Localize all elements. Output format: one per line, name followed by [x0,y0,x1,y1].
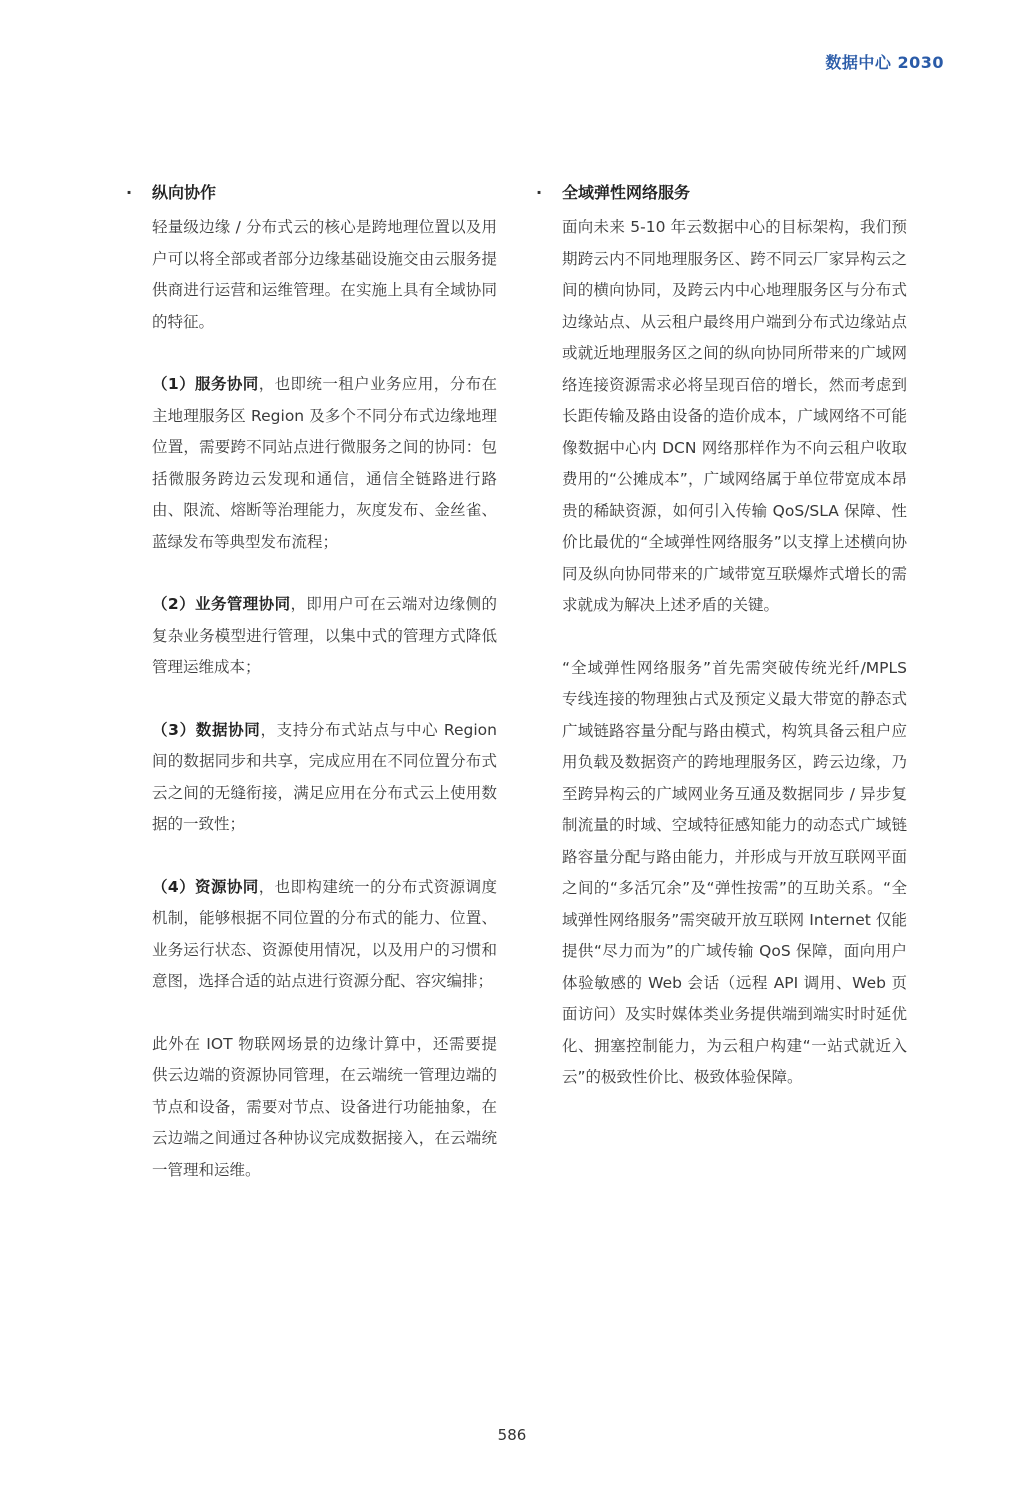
intro-paragraph: 轻量级边缘 / 分布式云的核心是跨地理位置以及用户可以将全部或者部分边缘基础设施交由云服务提供商进行运营和运维管理。在实施上具有全域协同的特征。 [152,218,497,331]
right-column [536,180,907,1125]
item-label: （2）业务管理协同 [152,595,291,613]
header-title: 数据中心 2030 [825,53,944,72]
page-number: 586 [497,1426,527,1444]
item-text: ，支持分布式站点与中心 Region 间的数据同步和共享，完成应用在不同位置分布式云之间的无缝衔接，满足应用在分布式云上使用数据的一致性； [152,720,497,833]
item-service-collaboration [152,369,497,558]
section-heading-text: 纵向协作 [152,183,217,202]
closing-paragraph: 此外在 IOT 物联网场景的边缘计算中，还需要提供云边端的资源协同管理，在云端统一管理边端的节点和设备，需要对节点、设备进行功能抽象，在云边端之间通过各种协议完成数据接入，在云端统一管理和运维。 [152,1034,497,1179]
bullet-icon: · [536,183,543,202]
item-label: （4）资源协同 [152,877,259,896]
left-column [126,180,497,1217]
item-label: （3）数据协同 [152,720,261,739]
body-paragraph-2: “全域弹性网络服务”首先需突破传统光纤/MPLS 专线连接的物理独占式及预定义最大带宽的静态式广域链路容量分配与路由模式，构筑具备云租户应用负载及数据资产的跨地理服务区，跨云边缘，乃至跨异构云的广域网业务互通及数据同步 / 异步复制流量的时域、空域特征感知能力的动态式广域链路容量分配与路由能力，并形成与开放互联网平面之间的“多活冗余”及“弹性按需”的互助关系。“全域弹性网络服务”需突破开放互联网 Internet 仅能提供“尽力而为”的广域传输 QoS 保障，面向用户体验敏感的 Web 会话（远程 API 调用、Web 页面访问）及实时媒体类业务提供端到端实时时延优化、拥塞控制能力，为云租户构建“一站式就近入云”的极致性价比、极致体验保障。 [562,658,907,1086]
item-text: ，也即统一租户业务应用，分布在主地理服务区 Region 及多个不同分布式边缘地理位置，需要跨不同站点进行微服务之间的协同：包括微服务跨边云发现和通信，通信全链路进行路由、限流、熔断等治理能力，灰度发布、金丝雀、蓝绿发布等典型发布流程； [152,375,497,551]
item-business-management-collaboration [152,589,497,684]
item-text: ，即用户可在云端对边缘侧的复杂业务模型进行管理，以集中式的管理方式降低管理运维成本； [152,595,497,676]
item-text: ，也即构建统一的分布式资源调度机制，能够根据不同位置的分布式的能力、位置、业务运行状态、资源使用情况，以及用户的习惯和意图，选择合适的站点进行资源分配、容灾编排； [152,877,497,990]
item-resource-collaboration [152,872,497,998]
section-heading-text: 全域弹性网络服务 [562,183,691,202]
section-heading-vertical-collaboration [126,180,497,206]
item-label: （1）服务协同 [152,375,259,393]
bullet-icon: · [126,183,133,202]
body-paragraph-1: 面向未来 5-10 年云数据中心的目标架构，我们预期跨云内不同地理服务区、跨不同云厂家异构云之间的横向协同，及跨云内中心地理服务区与分布式边缘站点、从云租户最终用户端到分布式边缘站点或就近地理服务区之间的纵向协同所带来的广域网络连接资源需求必将呈现百倍的增长，然而考虑到长距传输及路由设备的造价成本，广域网络不可能像数据中心内 DCN 网络那样作为不向云租户收取费用的“公摊成本”，广域网络属于单位带宽成本昂贵的稀缺资源，如何引入传输 QoS/SLA 保障、性价比最优的“全域弹性网络服务”以支撑上述横向协同及纵向协同带来的广域带宽互联爆炸式增长的需求就成为解决上述矛盾的关键。 [562,218,907,614]
item-data-collaboration [152,715,497,841]
section-heading-elastic-network [536,180,907,206]
